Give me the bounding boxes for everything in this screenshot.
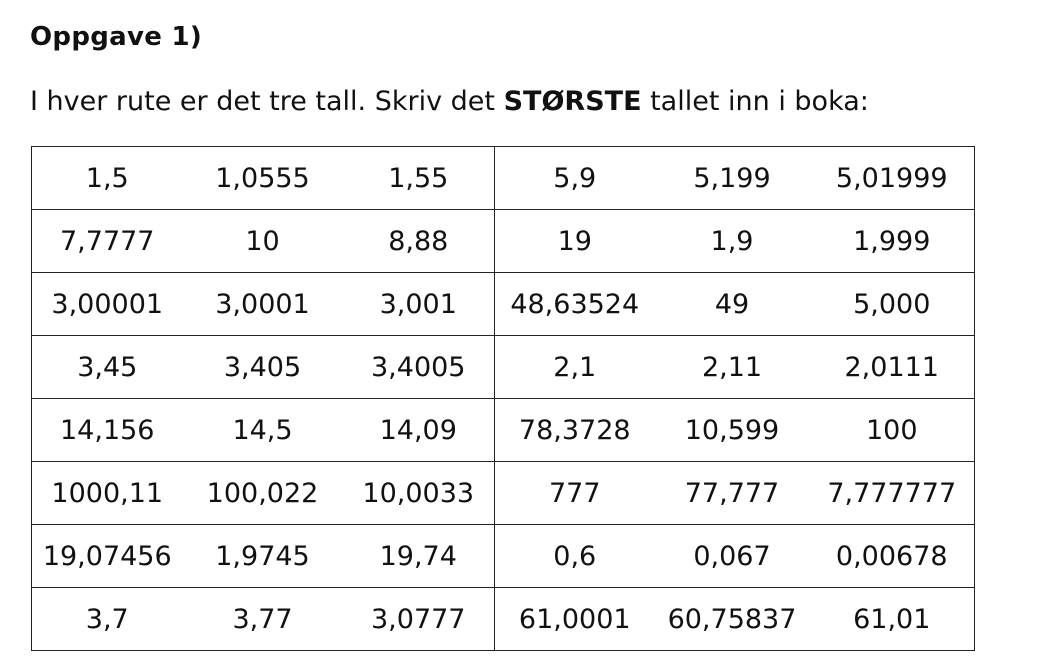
number-cell: 19,74 <box>343 525 495 588</box>
number-cell: 1,55 <box>343 147 495 210</box>
number-cell: 1,9 <box>655 210 810 273</box>
number-cell: 14,5 <box>183 399 343 462</box>
table-row <box>32 399 975 462</box>
number-cell: 10,0033 <box>343 462 495 525</box>
number-cell: 0,00678 <box>810 525 975 588</box>
number-cell: 3,7 <box>32 588 183 651</box>
number-cell: 1,5 <box>32 147 183 210</box>
number-cell: 0,6 <box>495 525 655 588</box>
number-cell: 5,199 <box>655 147 810 210</box>
number-cell: 7,7777 <box>32 210 183 273</box>
number-cell: 2,11 <box>655 336 810 399</box>
number-cell: 3,45 <box>32 336 183 399</box>
number-cell: 5,000 <box>810 273 975 336</box>
number-cell: 3,0001 <box>183 273 343 336</box>
table-row <box>32 147 975 210</box>
number-cell: 77,777 <box>655 462 810 525</box>
number-cell: 1,0555 <box>183 147 343 210</box>
table-row <box>32 273 975 336</box>
table-row <box>32 525 975 588</box>
number-cell: 61,0001 <box>495 588 655 651</box>
number-cell: 100 <box>810 399 975 462</box>
number-cell: 19 <box>495 210 655 273</box>
number-grid <box>31 146 975 651</box>
number-cell: 1,999 <box>810 210 975 273</box>
number-cell: 1000,11 <box>32 462 183 525</box>
number-cell: 3,0777 <box>343 588 495 651</box>
number-cell: 19,07456 <box>32 525 183 588</box>
number-cell: 0,067 <box>655 525 810 588</box>
number-cell: 5,01999 <box>810 147 975 210</box>
number-cell: 3,00001 <box>32 273 183 336</box>
number-cell: 49 <box>655 273 810 336</box>
table-row <box>32 336 975 399</box>
number-cell: 14,156 <box>32 399 183 462</box>
number-cell: 61,01 <box>810 588 975 651</box>
number-cell: 48,63524 <box>495 273 655 336</box>
number-cell: 7,777777 <box>810 462 975 525</box>
instruction-text <box>30 86 869 117</box>
instruction-after: tallet inn i boka: <box>641 86 869 117</box>
number-cell: 78,3728 <box>495 399 655 462</box>
number-cell: 3,405 <box>183 336 343 399</box>
table-row <box>32 588 975 651</box>
number-cell: 777 <box>495 462 655 525</box>
table-row <box>32 210 975 273</box>
instruction-emphasis: STØRSTE <box>503 86 642 117</box>
instruction-before: I hver rute er det tre tall. Skriv det <box>30 86 504 117</box>
number-cell: 100,022 <box>183 462 343 525</box>
number-cell: 14,09 <box>343 399 495 462</box>
number-cell: 3,77 <box>183 588 343 651</box>
number-cell: 10 <box>183 210 343 273</box>
number-cell: 8,88 <box>343 210 495 273</box>
number-cell: 3,001 <box>343 273 495 336</box>
exercise-heading: Oppgave 1) <box>30 22 203 52</box>
number-cell: 60,75837 <box>655 588 810 651</box>
number-cell: 2,1 <box>495 336 655 399</box>
table-row <box>32 462 975 525</box>
number-cell: 1,9745 <box>183 525 343 588</box>
number-cell: 3,4005 <box>343 336 495 399</box>
number-cell: 2,0111 <box>810 336 975 399</box>
number-cell: 10,599 <box>655 399 810 462</box>
number-cell: 5,9 <box>495 147 655 210</box>
